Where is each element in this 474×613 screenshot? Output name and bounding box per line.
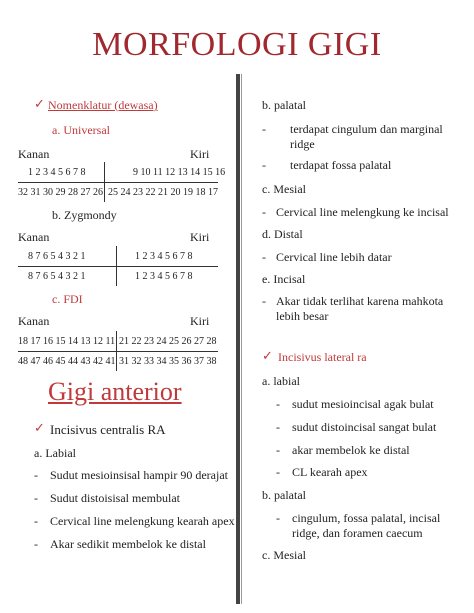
universal-row2-left: 32 31 30 29 28 27 26 <box>18 187 103 198</box>
dash: - <box>276 397 280 411</box>
list-item: Sudut mesioinsisal hampir 90 derajat <box>50 468 228 482</box>
fdi-kanan: Kanan <box>18 314 50 328</box>
list-item: Akar sedikit membelok ke distal <box>50 537 206 551</box>
list-item: Cervical line melengkung kearah apex <box>50 514 235 528</box>
heading-gigi-anterior: Gigi anterior <box>48 377 182 406</box>
dash: - <box>262 250 266 264</box>
checkmark-icon: ✓ <box>262 348 273 363</box>
heading-incisivus-centralis: Incisivus centralis RA <box>50 422 166 437</box>
page-title: MORFOLOGI GIGI <box>92 26 382 63</box>
fdi-kiri: Kiri <box>190 314 210 328</box>
universal-vline <box>104 162 105 202</box>
fdi-vline <box>116 331 117 371</box>
dash: - <box>262 294 266 308</box>
universal-hline <box>18 182 218 183</box>
list-item: sudut mesioincisal agak bulat <box>292 397 434 411</box>
dash: - <box>262 205 266 219</box>
label-mesial: c. Mesial <box>262 182 306 196</box>
list-item: terdapat fossa palatal <box>290 158 392 172</box>
list-item: Akar tidak terlihat karena mahkota <box>276 294 444 308</box>
column-divider <box>236 74 240 604</box>
list-item: akar membelok ke distal <box>292 443 410 457</box>
label-zygmondy: b. Zygmondy <box>52 208 117 222</box>
fdi-row2-left: 48 47 46 45 44 43 42 41 <box>18 356 116 367</box>
zygmondy-vline <box>116 246 117 286</box>
zygmondy-kiri: Kiri <box>190 230 210 244</box>
label-fdi: c. FDI <box>52 292 83 306</box>
label-labial: a. Labial <box>34 446 76 460</box>
dash: - <box>34 491 38 505</box>
dash: - <box>262 122 266 136</box>
list-item: cingulum, fossa palatal, incisal <box>292 511 441 525</box>
label-palatal-2: b. palatal <box>262 488 306 502</box>
dash: - <box>276 443 280 457</box>
dash: - <box>262 158 266 172</box>
list-item-cont: lebih besar <box>276 309 329 323</box>
label-distal: d. Distal <box>262 227 303 241</box>
zygmondy-row1-left: 8 7 6 5 4 3 2 1 <box>28 251 86 262</box>
dash: - <box>34 514 38 528</box>
column-divider-thin <box>241 74 242 604</box>
universal-row2-right: 25 24 23 22 21 20 19 18 17 <box>108 187 218 198</box>
zygmondy-row2-left: 8 7 6 5 4 3 2 1 <box>28 271 86 282</box>
zygmondy-kanan: Kanan <box>18 230 50 244</box>
list-item-cont: ridge <box>290 137 315 151</box>
list-item: CL kearah apex <box>292 465 368 479</box>
checkmark-icon: ✓ <box>34 420 45 435</box>
label-palatal: b. palatal <box>262 98 306 112</box>
fdi-hline <box>18 351 218 352</box>
dash: - <box>34 468 38 482</box>
label-universal: a. Universal <box>52 123 110 137</box>
list-item: sudut distoincisal sangat bulat <box>292 420 437 434</box>
zygmondy-hline <box>18 266 218 267</box>
heading-incisivus-lateral: Incisivus lateral ra <box>278 350 367 364</box>
heading-nomenklatur: Nomenklatur (dewasa) <box>48 98 158 112</box>
label-incisal: e. Incisal <box>262 272 306 286</box>
list-item: terdapat cingulum dan marginal <box>290 122 443 136</box>
dash: - <box>34 537 38 551</box>
list-item: Cervical line melengkung ke incisal <box>276 205 449 219</box>
zygmondy-row2-right: 1 2 3 4 5 6 7 8 <box>135 271 193 282</box>
label-mesial-2: c. Mesial <box>262 548 306 562</box>
fdi-row1-left: 18 17 16 15 14 13 12 11 <box>18 336 116 347</box>
list-item-cont: ridge, dan foramen caecum <box>292 526 423 540</box>
checkmark-icon: ✓ <box>34 96 45 111</box>
label-labial-2: a. labial <box>262 374 300 388</box>
fdi-row1-right: 21 22 23 24 25 26 27 28 <box>119 336 217 347</box>
universal-row1-right: 9 10 11 12 13 14 15 16 <box>133 167 226 178</box>
universal-kanan: Kanan <box>18 147 50 161</box>
dash: - <box>276 511 280 525</box>
universal-kiri: Kiri <box>190 147 210 161</box>
dash: - <box>276 465 280 479</box>
dash: - <box>276 420 280 434</box>
universal-row1-left: 1 2 3 4 5 6 7 8 <box>28 167 86 178</box>
fdi-row2-right: 31 32 33 34 35 36 37 38 <box>119 356 217 367</box>
list-item: Cervical line lebih datar <box>276 250 392 264</box>
zygmondy-row1-right: 1 2 3 4 5 6 7 8 <box>135 251 193 262</box>
list-item: Sudut distoisisal membulat <box>50 491 181 505</box>
